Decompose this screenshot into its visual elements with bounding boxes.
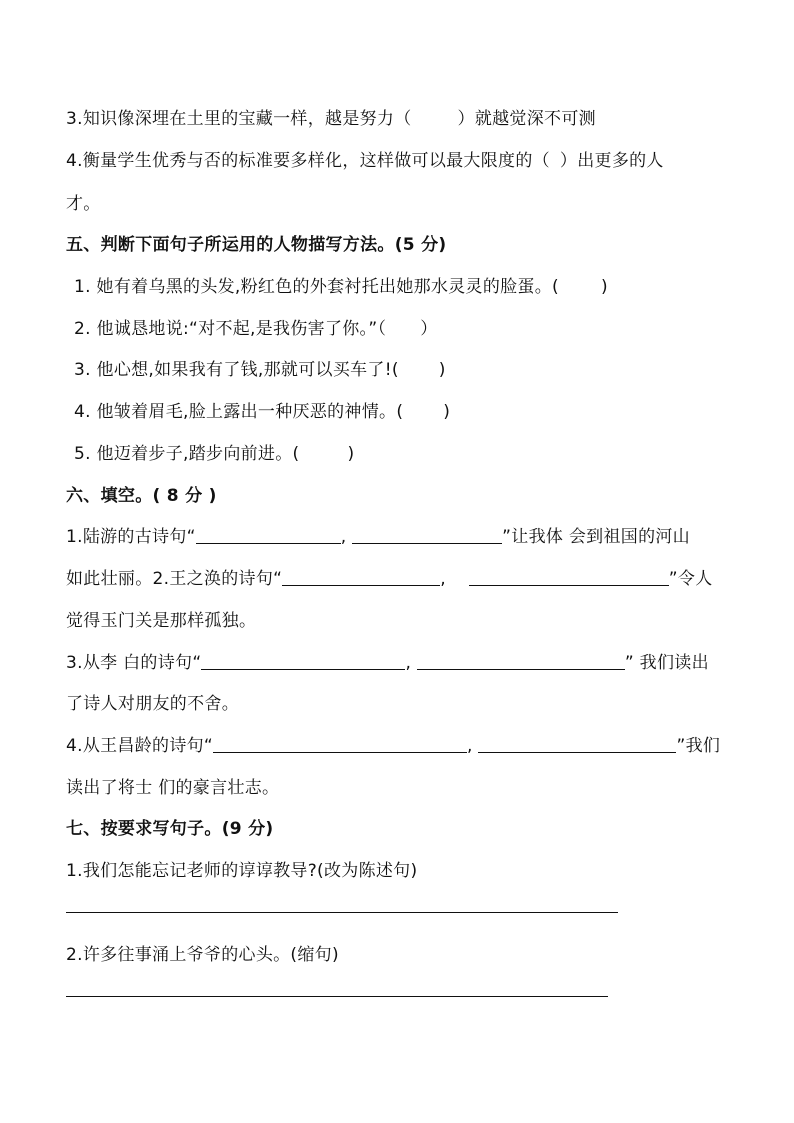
item-text: 5. 他迈着步子,踏步向前进。( <box>74 444 300 464</box>
section-5-item-4 <box>74 397 734 422</box>
question-4-cont: 才。 <box>66 194 101 214</box>
section-6-title: 六、填空。( 8 分 ) <box>66 486 217 506</box>
line-text-end: ”令人 <box>668 569 713 589</box>
comma: , <box>440 569 446 589</box>
question-3-text: 3.知识像深埋在土里的宝藏一样，越是努力（ <box>66 109 412 129</box>
item-text: 3. 他心想,如果我有了钱,那就可以买车了!( <box>74 360 399 380</box>
question-4-text: 4.衡量学生优秀与否的标准要多样化，这样做可以最大限度的（ <box>66 151 550 171</box>
section-6-line-2 <box>66 564 734 589</box>
fill-blank[interactable] <box>478 751 676 753</box>
question-4 <box>66 146 734 171</box>
fill-blank[interactable] <box>213 751 467 753</box>
fill-blank[interactable] <box>196 542 341 544</box>
item-close: ) <box>347 444 355 464</box>
line-text-end: ”我们 <box>676 736 721 756</box>
line-text-end: ” 我们读出 <box>624 653 709 673</box>
section-6-line-6 <box>66 731 734 756</box>
section-5-title: 五、判断下面句子所运用的人物描写方法。(5 分) <box>66 235 447 255</box>
item-text: 2. 他诚恳地说:“对不起,是我伤害了你。”（ <box>74 319 387 339</box>
comma: , <box>467 736 473 756</box>
item-text: 4. 他皱着眉毛,脸上露出一种厌恶的神情。( <box>74 402 404 422</box>
comma: , <box>340 527 347 547</box>
item-close: ) <box>600 277 608 297</box>
section-5-item-5 <box>74 439 734 464</box>
section-5-item-1 <box>74 272 734 297</box>
fill-blank[interactable] <box>417 668 625 670</box>
item-close: ） <box>420 319 438 339</box>
line-text-end: ”让我体 会到祖国的河山 <box>502 527 690 547</box>
item-text: 1. 她有着乌黑的头发,粉红色的外套衬托出她那水灵灵的脸蛋。( <box>74 277 559 297</box>
line-text: 如此壮丽。2.王之涣的诗句“ <box>66 569 283 589</box>
answer-line[interactable] <box>66 912 618 913</box>
section-6-line-4 <box>66 648 734 673</box>
fill-blank[interactable] <box>282 584 440 586</box>
item-close: ) <box>443 402 451 422</box>
section-6-line-1 <box>66 522 734 547</box>
question-3 <box>66 104 734 129</box>
section-6-line-5: 了诗人对朋友的不舍。 <box>66 694 239 714</box>
fill-blank[interactable] <box>201 668 405 670</box>
answer-line[interactable] <box>66 996 608 997</box>
section-6-line-3: 觉得玉门关是那样孤独。 <box>66 611 257 631</box>
line-text: 4.从王昌龄的诗句“ <box>66 736 214 756</box>
section-7-question-1: 1.我们怎能忘记老师的谆谆教导?(改为陈述句) <box>66 861 418 881</box>
section-5-item-3 <box>74 355 734 380</box>
question-3-text-end: ）就越觉深不可测 <box>457 109 596 129</box>
item-close: ) <box>438 360 446 380</box>
section-7-title: 七、按要求写句子。(9 分) <box>66 819 274 839</box>
section-7-question-2: 2.许多往事涌上爷爷的心头。(缩句) <box>66 945 339 965</box>
fill-blank[interactable] <box>352 542 502 544</box>
line-text: 3.从李 白的诗句“ <box>66 653 202 673</box>
fill-blank[interactable] <box>469 584 669 586</box>
section-6-line-7: 读出了将士 们的豪言壮志。 <box>66 778 280 798</box>
section-5-item-2 <box>74 314 734 339</box>
question-4-text-end: ）出更多的人 <box>559 151 664 171</box>
comma: , <box>405 653 412 673</box>
line-text: 1.陆游的古诗句“ <box>66 527 196 547</box>
